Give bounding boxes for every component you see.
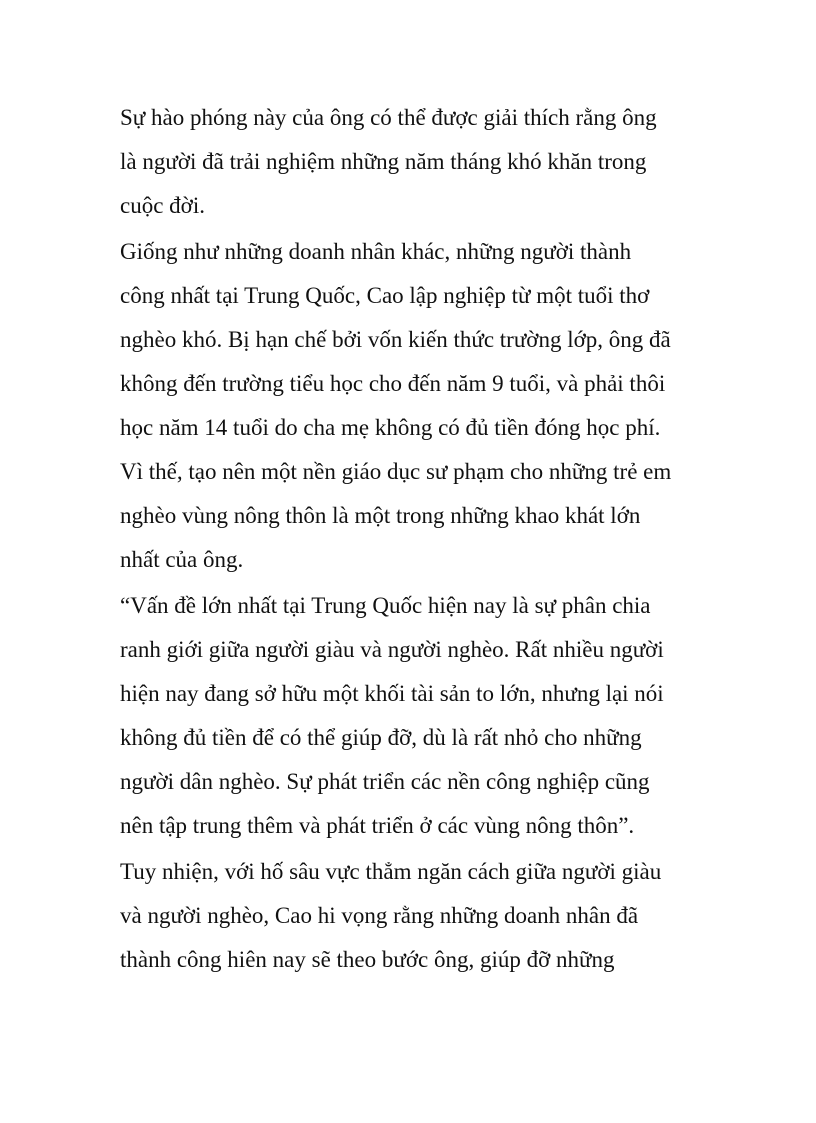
text-line: không đủ tiền để có thể giúp đỡ, dù là rất nhỏ cho những xyxy=(120,725,642,750)
text-line: thành công hiên nay sẽ theo bước ông, giúp đỡ những xyxy=(120,947,615,972)
text-line: không đến trường tiểu học cho đến năm 9 tuổi, và phải thôi xyxy=(120,371,666,396)
text-line: nên tập trung thêm và phát triển ở các vùng nông thôn”. xyxy=(120,813,635,838)
text-line: học năm 14 tuổi do cha mẹ không có đủ tiền đóng học phí. xyxy=(120,415,661,440)
text-line: người dân nghèo. Sự phát triển các nền công nghiệp cũng xyxy=(120,769,650,794)
text-line: và người nghèo, Cao hi vọng rằng những doanh nhân đã xyxy=(120,903,639,928)
text-line: nghèo vùng nông thôn là một trong những khao khát lớn xyxy=(120,503,641,528)
text-line: công nhất tại Trung Quốc, Cao lập nghiệp từ một tuổi thơ xyxy=(120,283,650,308)
text-line: Sự hào phóng này của ông có thể được giải thích rằng ông xyxy=(120,105,657,130)
text-line: Giống như những doanh nhân khác, những người thành xyxy=(120,239,632,264)
text-line: nghèo khó. Bị hạn chế bởi vốn kiến thức trường lớp, ông đã xyxy=(120,327,671,352)
paragraph-3-quote xyxy=(120,584,720,848)
paragraph-4 xyxy=(120,850,720,982)
text-line: Tuy nhiện, với hố sâu vực thẳm ngăn cách giữa người giàu xyxy=(120,859,662,884)
text-line: cuộc đời. xyxy=(120,193,205,218)
text-line: Vì thế, tạo nên một nền giáo dục sư phạm cho những trẻ em xyxy=(120,459,672,484)
paragraph-2 xyxy=(120,230,720,582)
paragraph-1 xyxy=(120,96,720,228)
text-line: “Vấn đề lớn nhất tại Trung Quốc hiện nay là sự phân chia xyxy=(120,593,651,618)
text-line: hiện nay đang sở hữu một khối tài sản to lớn, nhưng lại nói xyxy=(120,681,664,706)
text-line: nhất của ông. xyxy=(120,547,244,572)
document-page xyxy=(120,96,720,984)
text-line: là người đã trải nghiệm những năm tháng khó khăn trong xyxy=(120,149,647,174)
text-line: ranh giới giữa người giàu và người nghèo. Rất nhiều người xyxy=(120,637,664,662)
